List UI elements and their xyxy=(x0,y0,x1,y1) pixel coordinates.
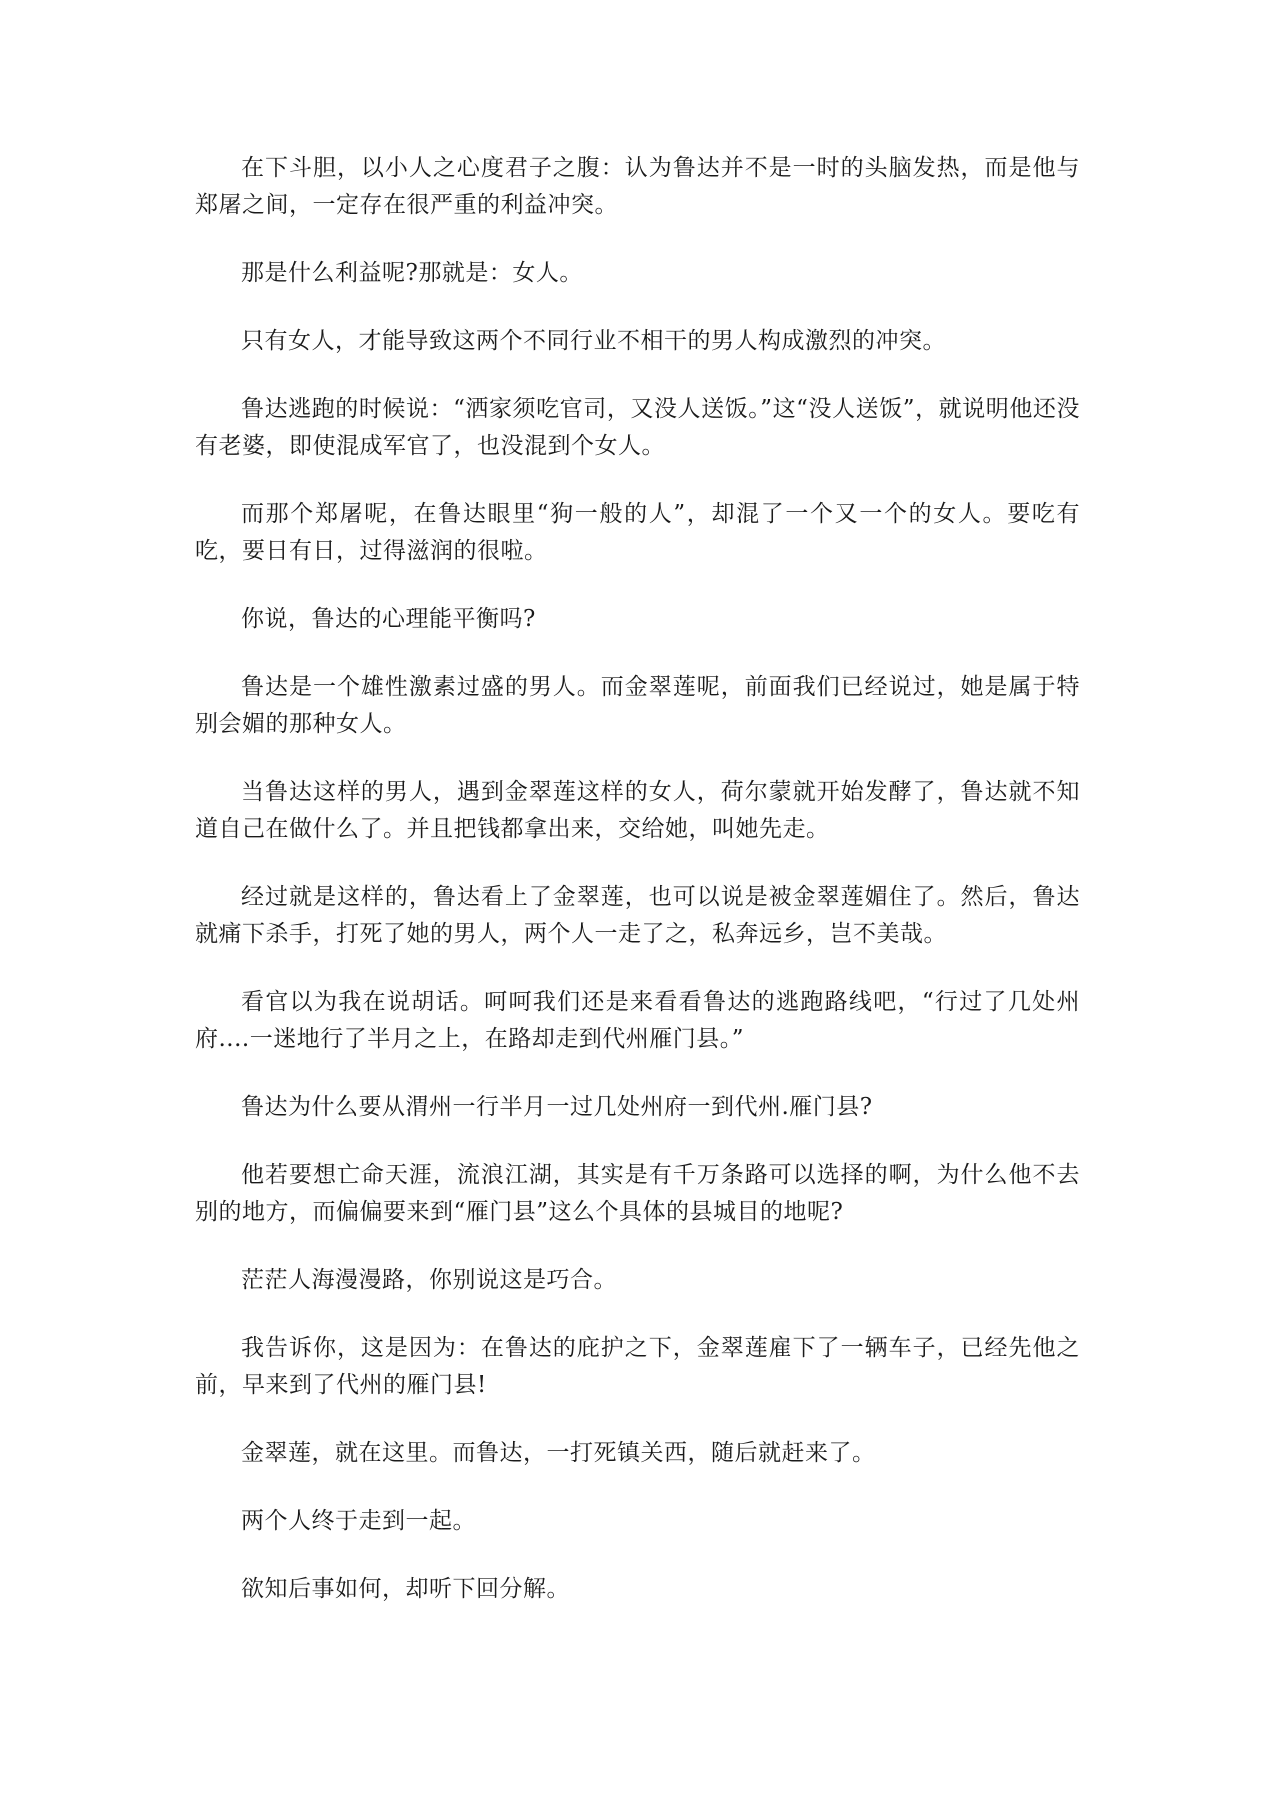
paragraph-6: 你说，鲁达的心理能平衡吗? xyxy=(241,606,536,632)
paragraph-4: 鲁达逃跑的时候说：“洒家须吃官司，又没人送饭。”这“没人送饭”，就说明他还没有老婆，即使混成军官了，也没混到个女人。 xyxy=(195,396,1080,459)
paragraph-11: 鲁达为什么要从渭州一行半月一过几处州府一到代州.雁门县? xyxy=(241,1094,873,1120)
paragraph-17: 欲知后事如何，却听下回分解。 xyxy=(241,1576,570,1602)
paragraph-16: 两个人终于走到一起。 xyxy=(241,1508,476,1534)
article-body xyxy=(195,150,1080,1639)
paragraph-12: 他若要想亡命天涯，流浪江湖，其实是有千万条路可以选择的啊，为什么他不去别的地方，而偏偏要来到“雁门县”这么个具体的县城目的地呢? xyxy=(195,1162,1080,1225)
paragraph-7: 鲁达是一个雄性激素过盛的男人。而金翠莲呢，前面我们已经说过，她是属于特别会媚的那种女人。 xyxy=(195,674,1080,737)
paragraph-1: 在下斗胆，以小人之心度君子之腹：认为鲁达并不是一时的头脑发热，而是他与郑屠之间，一定存在很严重的利益冲突。 xyxy=(195,155,1080,218)
paragraph-5: 而那个郑屠呢，在鲁达眼里“狗一般的人”，却混了一个又一个的女人。要吃有吃，要日有日，过得滋润的很啦。 xyxy=(195,501,1080,564)
paragraph-2: 那是什么利益呢?那就是：女人。 xyxy=(241,260,583,286)
paragraph-3: 只有女人，才能导致这两个不同行业不相干的男人构成激烈的冲突。 xyxy=(241,328,946,354)
paragraph-10: 看官以为我在说胡话。呵呵我们还是来看看鲁达的逃跑路线吧，“行过了几处州府....一迷地行了半月之上，在路却走到代州雁门县。” xyxy=(195,989,1080,1052)
paragraph-9: 经过就是这样的，鲁达看上了金翠莲，也可以说是被金翠莲媚住了。然后，鲁达就痛下杀手，打死了她的男人，两个人一走了之，私奔远乡，岂不美哉。 xyxy=(195,884,1080,947)
paragraph-15: 金翠莲，就在这里。而鲁达，一打死镇关西，随后就赶来了。 xyxy=(241,1440,876,1466)
paragraph-13: 茫茫人海漫漫路，你别说这是巧合。 xyxy=(241,1267,617,1293)
paragraph-14: 我告诉你，这是因为：在鲁达的庇护之下，金翠莲雇下了一辆车子，已经先他之前，早来到了代州的雁门县! xyxy=(195,1335,1080,1398)
paragraph-8: 当鲁达这样的男人，遇到金翠莲这样的女人，荷尔蒙就开始发酵了，鲁达就不知道自己在做什么了。并且把钱都拿出来，交给她，叫她先走。 xyxy=(195,779,1080,842)
